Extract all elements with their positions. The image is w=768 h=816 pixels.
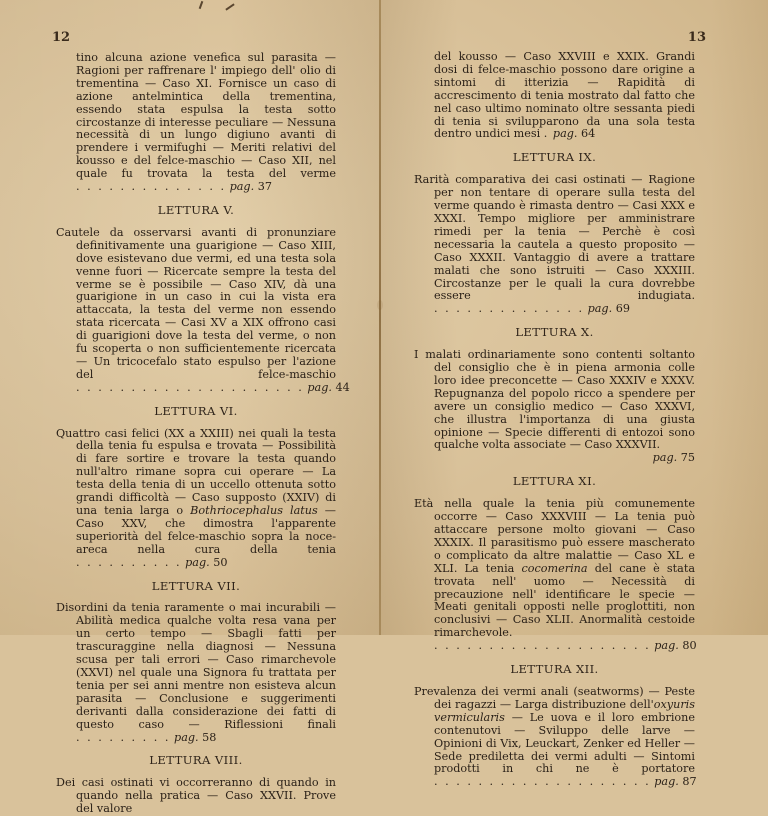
lecture-heading: LETTURA X.: [515, 325, 594, 340]
toc-entry: [414, 174, 695, 316]
toc-entry: [414, 349, 695, 465]
leader-dots: . . . . . . . . . . . . . . . . . . . .: [434, 639, 651, 653]
page-ref: . . . . . . . . . . . . . . pag. 37: [76, 180, 272, 194]
lecture-heading: LETTURA VIII.: [149, 753, 243, 768]
lecture-heading: LETTURA XII.: [510, 662, 599, 677]
entry-text-italic: oxyuris vermicularis: [434, 697, 695, 724]
entry-text: del cane è stata trovata nell' uomo — Necessità di precauzione nell' identificare le specie — Meati genitali opposti nelle proglottiti, non conclusivi — Caso XLII. Anormalità cestoide rimarchevole.: [434, 561, 695, 640]
page-number: 12: [52, 30, 71, 45]
page-number: 13: [687, 30, 706, 45]
lecture-heading: LETTURA VII.: [151, 578, 241, 593]
ink-mark: [225, 3, 234, 10]
leader-dots: . . . . . . . . . . . . . .: [76, 180, 227, 194]
leader-dots: . . . . . . . . . . . . . .: [434, 302, 585, 316]
page-ref: . pag. 64: [543, 127, 596, 141]
entry-text: tino alcuna azione venefica sul parasita — Ragioni per raffrenare l' impiego dell' olio di trementina — Caso XI. Fornisce un caso di azione antelmintica della trementina, essendo stata espulsa la testa sotto circostanze di interesse peculiare — Nessuna necessità di un lungo digiuno avanti di prendere i vermifughi — Meriti relativi del kousso e del felce-maschio — Caso XII, nel quale fu trovata la testa del verme: [76, 51, 336, 181]
lecture-heading: LETTURA XI.: [512, 474, 597, 489]
toc-entry: [56, 777, 336, 816]
entry-text: I malati ordinariamente sono contenti soltanto del consiglio che è in piena armonia colle loro idee preconcette — Caso XXXIV e XXXV. Repugnanza del popolo ricco a spendere per avere un consiglio medico — Caso XXXVI, che illustra l'importanza di una giusta opinione — Specie differenti di entozoi sono qualche volta associate — Caso XXXVII.: [414, 348, 695, 452]
entry-text: Quattro casi felici (XX a XXIII) nei quali la testa della tenia fu espulsa e trovata — Possibilità di fare sortire e trovare la testa quando null'altro rimane sopra cui operare — La testa della tenia di un uccello ottenuta sotto grandi difficoltà — Caso supposto (XXIV) di una tenia larga o: [56, 426, 336, 517]
entry-text: — Le uova e il loro embrione contenutovi — Sviluppo delle larve — Opinioni di Vix, Leuckart, Zenker ed Heller — Sede prediletta dei vermi adulti — Sintomi prodotti in chi ne è portatore: [434, 710, 695, 776]
toc-entry: [414, 686, 695, 789]
table-of-contents-right: [414, 51, 695, 789]
lecture-heading: LETTURA V.: [157, 202, 235, 217]
entry-text: Età nella quale la tenia più comunemente occorre — Caso XXXVIII — La tenia può attaccare persone molto giovani — Caso XXXIX. Il parasitismo può essere mascherato o complicato da altre malattie — Caso XL e XLI. La tenia: [414, 497, 695, 575]
page-ref: pag. 75: [652, 451, 695, 465]
entry-text: Prevalenza dei vermi anali (seatworms) — Peste dei ragazzi — Larga distribuzione dell': [414, 684, 695, 711]
toc-entry: [56, 225, 350, 395]
paper-stain: [377, 300, 383, 310]
toc-entry: [56, 602, 336, 744]
entry-text: — Caso XXV, che dimostra l'apparente superiorità del felce-maschio sopra la noce-areca nella cura della tenia: [76, 504, 336, 556]
left-page: [0, 0, 380, 816]
entry-text-italic: cocomerina: [521, 561, 588, 575]
toc-entry: [414, 498, 695, 653]
entry-text-italic: Bothriocephalus latus: [190, 504, 318, 517]
right-page: [381, 0, 768, 789]
page-ref: . . . . . . . . . . . . . . . . . . . . . pag. 44: [76, 380, 350, 394]
lecture-heading: LETTURA VI.: [154, 403, 238, 418]
page-ref: . . . . . . . . . . . . . . . . . . . . pag. 80: [434, 639, 697, 653]
leader-dots: . . . . . . . . .: [76, 730, 171, 744]
entry-text: Rarità comparativa dei casi ostinati — Ragione per non tentare di operare sulla testa del verme quando è rimasta dentro — Casi XXX e XXXI. Tempo migliore per amministrare rimedi per la tenia — Perchè è così necessaria la cautela a questo proposito — Caso XXXII. Vantaggio di avere a trattare malati che sono istruiti — Caso XXXIII. Circostanze per le quali la cura dovrebbe essere indugiata.: [414, 173, 695, 303]
leader-dots: . . . . . . . . . .: [76, 555, 182, 569]
toc-entry: [56, 428, 336, 570]
entry-text: Cautele da osservarsi avanti di pronunziare definitivamente una guarigione — Caso XIII, dove esistevano due vermi, ed una testa sola venne fuori — Ricercate sempre la testa del verme se è possibile — Caso XIV, dà una guarigione in un caso in cui la vista era attaccata, la testa del verme non essendo stata ricercata — Casi XV a XIX offrono casi di guarigioni dove la testa del verme, o non fu scoperta o non sufficientemente ricercata — Un tricocefalo stato espulso per l'azione del felce-maschio: [56, 225, 336, 381]
leader-dots: . . . . . . . . . . . . . . . . . . . . .: [76, 380, 304, 394]
leader-dots: .: [543, 127, 550, 141]
page-ref: . . . . . . . . . . . . . . pag. 69: [434, 302, 630, 316]
page-ref: . . . . . . . . . . . . . . . . . . . . pag. 87: [434, 775, 697, 789]
table-of-contents-left: [56, 51, 350, 816]
entry-text: del kousso — Caso XXVIII e XXIX. Grandi dosi di felce-maschio possono dare origine a sintomi di itterizia — Rapidità di accrescimento di tenia mostrato dal fatto che nel caso ultimo nominato oltre sessanta piedi di tenia si svilupparono da una sola testa dentro undici mesi: [434, 50, 695, 141]
lecture-heading: LETTURA IX.: [512, 150, 597, 165]
page-ref: . . . . . . . . . pag. 58: [76, 730, 217, 744]
page-ref: . . . . . . . . . . pag. 50: [76, 555, 228, 569]
toc-entry: [414, 51, 695, 141]
ink-mark: [199, 1, 204, 9]
toc-entry: [56, 52, 336, 194]
entry-text: Dei casi ostinati vi occorreranno di quando in quando nella pratica — Caso XXVII. Prove del valore: [56, 776, 336, 816]
entry-text: Disordini da tenia raramente o mai incurabili — Abilità medica qualche volta resa vana per un certo tempo — Sbagli fatti per trascuraggine nella diagnosi — Nessuna scusa per tali errori — Caso rimarchevole (XXVI) nel quale una Signora fu trattata per tenia per sei anni mentre non esisteva alcun parasita — Conclusione e suggerimenti derivanti dalla considerazione dei fatti di questo caso — Riflessioni finali: [56, 601, 336, 731]
leader-dots: . . . . . . . . . . . . . . . . . . . .: [434, 775, 651, 789]
